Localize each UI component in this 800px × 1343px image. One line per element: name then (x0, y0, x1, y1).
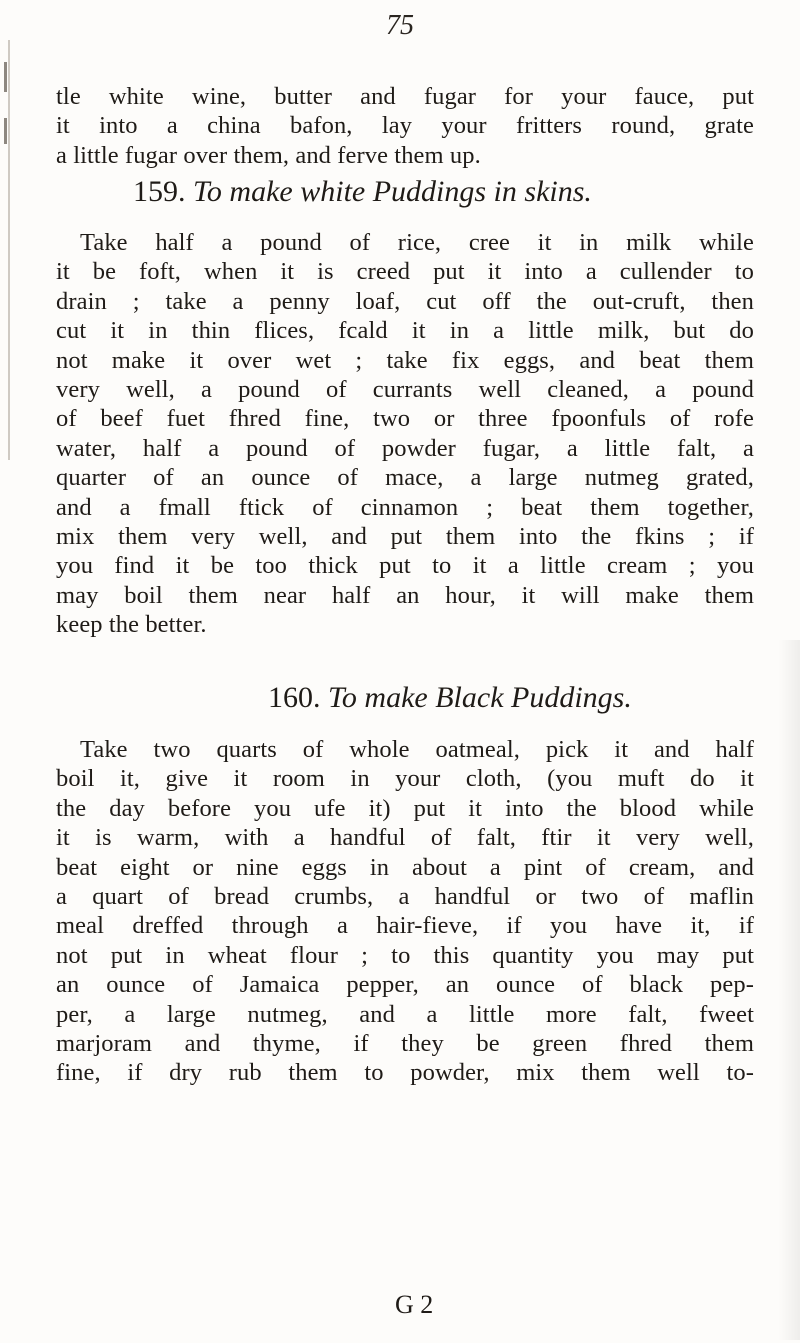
text-line: of beef fuet fhred fine, two or three fpoonfuls of rofe (56, 405, 754, 433)
recipe-number: 160. (268, 681, 321, 714)
text-line: marjoram and thyme, if they be green fhred them (56, 1030, 754, 1058)
text-line: beat eight or nine eggs in about a pint of cream, and (56, 853, 754, 881)
recipe-title: To make Black Puddings. (328, 681, 632, 714)
recipe-number: 159. (133, 175, 186, 208)
text-line: mix them very well, and put them into the fkins ; if (56, 523, 754, 551)
text-line: meal dreffed through a hair-fieve, if you have it, if (56, 912, 754, 940)
text-line: water, half a pound of powder fugar, a little falt, a (56, 434, 754, 462)
text-line: drain ; take a penny loaf, cut off the out-cruft, then (56, 287, 754, 315)
text-line: may boil them near half an hour, it will make them (56, 581, 754, 609)
text-line: tle white wine, butter and fugar for your fauce, put (56, 83, 754, 110)
gutter-line (8, 40, 10, 460)
text-line: cut it in thin flices, fcald it in a little milk, but do (56, 317, 754, 345)
recipe-159-heading (133, 174, 592, 210)
recipe-159-body (56, 228, 754, 640)
text-line: the day before you ufe it) put it into the blood while (56, 794, 754, 822)
text-line: you find it be too thick put to it a little cream ; you (56, 552, 754, 580)
catchword: G 2 (395, 1290, 434, 1319)
text-line: very well, a pound of currants well cleaned, a pound (56, 376, 754, 404)
text-line: boil it, give it room in your cloth, (you muft do it (56, 765, 754, 793)
text-line: it be foft, when it is creed put it into a cullender to (56, 258, 754, 286)
text-line: not put in wheat flour ; to this quantity you may put (56, 941, 754, 969)
page-edge-shadow (778, 640, 800, 1340)
page-number: 75 (386, 10, 414, 41)
intro-paragraph (56, 82, 754, 170)
text-line: keep the better. (56, 611, 207, 639)
text-line: it is warm, with a handful of falt, ftir it very well, (56, 824, 754, 852)
gutter-mark (4, 118, 7, 144)
text-line: it into a china bafon, lay your fritters round, grate (56, 112, 754, 140)
recipe-160-body (56, 735, 754, 1088)
text-line: per, a large nutmeg, and a little more falt, fweet (56, 1000, 754, 1028)
recipe-160-heading (268, 680, 632, 716)
text-line: a quart of bread crumbs, a handful or two of maflin (56, 883, 754, 911)
text-line: quarter of an ounce of mace, a large nutmeg grated, (56, 464, 754, 492)
text-line: and a fmall ftick of cinnamon ; beat them together, (56, 493, 754, 521)
text-line: fine, if dry rub them to powder, mix them well to- (56, 1059, 754, 1087)
text-line: Take two quarts of whole oatmeal, pick it and half (80, 736, 754, 763)
text-line: Take half a pound of rice, cree it in milk while (80, 229, 754, 256)
text-line: an ounce of Jamaica pepper, an ounce of black pep- (56, 971, 754, 999)
gutter-mark (4, 62, 7, 92)
recipe-title: To make white Puddings in skins. (193, 175, 592, 208)
text-line: not make it over wet ; take fix eggs, and beat them (56, 346, 754, 374)
text-line: a little fugar over them, and ferve them up. (56, 141, 481, 169)
